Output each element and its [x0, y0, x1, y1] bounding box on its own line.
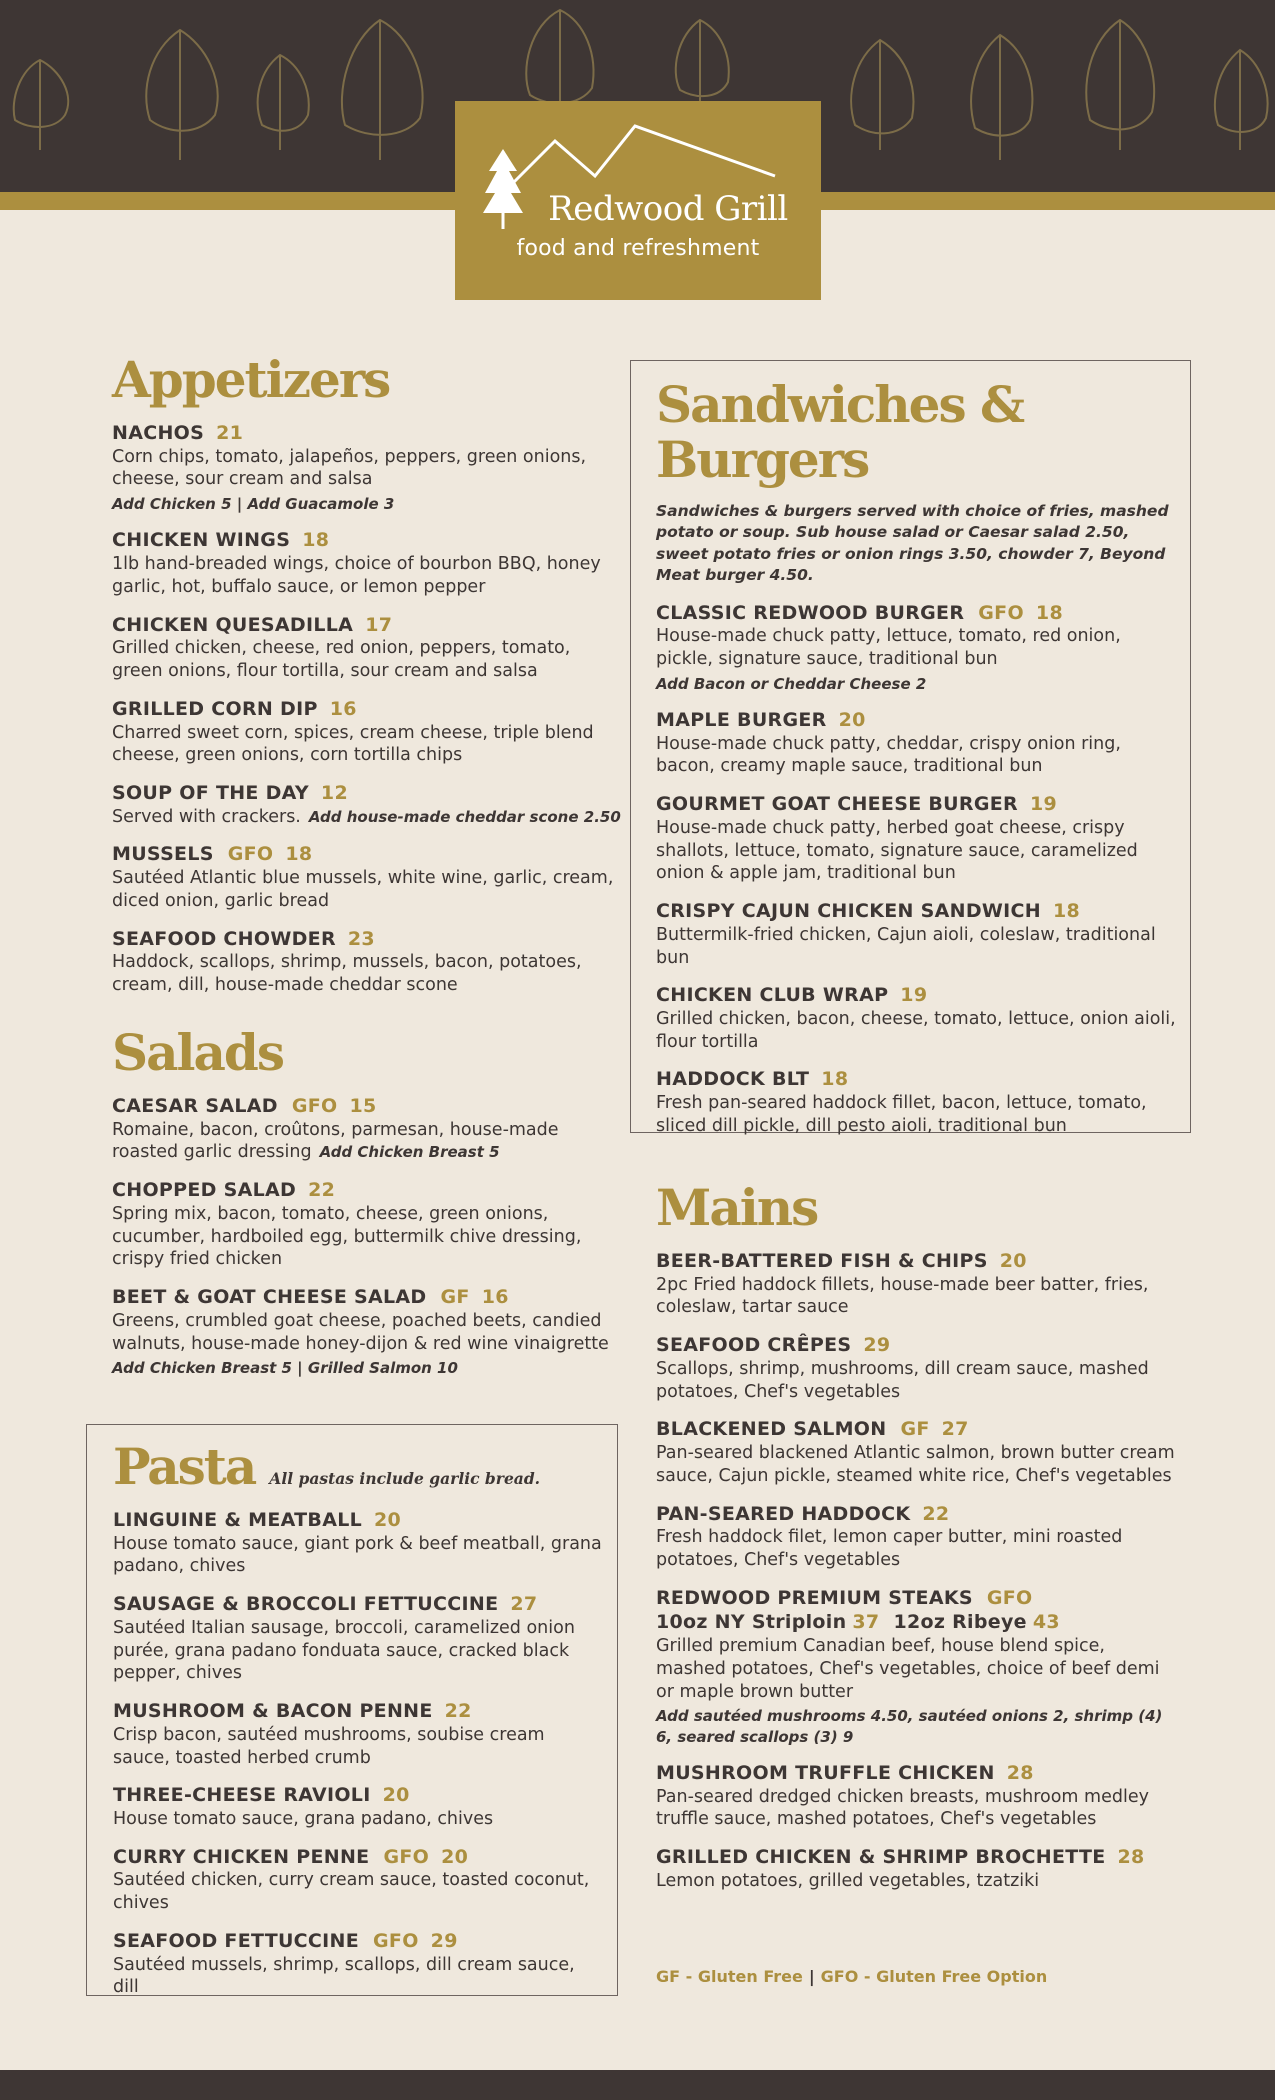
menu-item-desc-text: Buttermilk-fried chicken, Cajun aioli, coleslaw, traditional bun: [656, 924, 1156, 968]
menu-item-name: HADDOCK BLT: [656, 1068, 810, 1091]
menu-item-title: [112, 528, 622, 553]
menu-item-desc-text: Haddock, scallops, shrimp, mussels, bacon, potatoes, cream, dill, house-made cheddar scone: [112, 952, 582, 996]
brand-tagline: food and refreshment: [516, 236, 760, 261]
mains-title: Mains: [656, 1178, 818, 1237]
pasta-box: [86, 1424, 618, 1996]
menu-item-desc: [656, 1786, 1176, 1832]
menu-item-desc-text: 1lb hand-breaded wings, choice of bourbon BBQ, honey garlic, hot, buffalo sauce, or lemon pepper: [112, 554, 601, 597]
steak-cut: 10oz NY Striploin: [656, 1611, 847, 1634]
menu-item: [113, 1929, 603, 1999]
menu-item-desc-text: Served with crackers.: [112, 806, 301, 827]
legend-gfo: GFO - Gluten Free Option: [820, 1967, 1048, 1986]
mains-section: [656, 1180, 1176, 1893]
menu-item: [112, 613, 622, 683]
menu-item-title: [656, 899, 1176, 924]
menu-item-price: 27: [510, 1593, 538, 1616]
menu-item-name: CHOPPED SALAD: [112, 1179, 297, 1202]
menu-item: [656, 1502, 1176, 1572]
menu-item-price: 20: [382, 1784, 410, 1807]
menu-item-title: [112, 1094, 622, 1119]
menu-item-desc: [656, 924, 1176, 970]
menu-item-name: LINGUINE & MEATBALL: [113, 1509, 363, 1531]
menu-item-desc-text: Sautéed chicken, curry cream sauce, toasted coconut, chives: [113, 1870, 590, 1914]
menu-item: [656, 1761, 1176, 1831]
menu-item-price: 15: [349, 1095, 377, 1117]
sandwiches-intro: Sandwiches & burgers served with choice of fries, mashed potato or soup. Sub house salad or Caesar salad 2.50, sweet potato fries or onion rings 3.50, chowder 7, Beyond Meat burger 4.50.: [656, 502, 1169, 585]
menu-item: [656, 708, 1176, 778]
footer-bar: [0, 2070, 1275, 2100]
menu-item-desc: [112, 446, 622, 492]
menu-item-name: REDWOOD PREMIUM STEAKS: [656, 1586, 973, 1609]
menu-item-title: [112, 697, 622, 722]
menu-item-desc-text: Romaine, bacon, croûtons, parmesan, house-made roasted garlic dressing: [112, 1119, 559, 1163]
legend-separator: |: [808, 1967, 815, 1986]
menu-item-price: 20: [999, 1250, 1027, 1272]
menu-item-name: MAPLE BURGER: [656, 708, 827, 731]
menu-item-desc-text: Lemon potatoes, grilled vegetables, tzatziki: [656, 1870, 1040, 1891]
menu-item: [112, 781, 622, 828]
menu-item-desc: [656, 625, 1176, 671]
left-column: [112, 352, 622, 997]
menu-item-desc: [112, 637, 622, 683]
menu-item-price: 12: [320, 782, 348, 804]
salads-list: [112, 1094, 622, 1379]
menu-item: [656, 792, 1176, 885]
menu-item-name: CRISPY CAJUN CHICKEN SANDWICH: [656, 900, 1041, 923]
menu-item-name: MUSSELS: [112, 843, 214, 866]
menu-item: [112, 421, 622, 514]
menu-item-desc-text: Pan-seared blackened Atlantic salmon, brown butter cream sauce, Cajun pickle, steamed white rice, Chef's vegetables: [656, 1443, 1175, 1486]
menu-item-name: THREE-CHEESE RAVIOLI: [113, 1784, 371, 1807]
menu-item-desc: [112, 553, 622, 599]
menu-item-desc: [656, 1092, 1176, 1138]
menu-item-title: [656, 1417, 1176, 1442]
appetizers-list: [112, 421, 622, 997]
menu-item-name: CHICKEN WINGS: [112, 529, 291, 552]
menu-item-desc: [656, 817, 1176, 885]
menu-item-name: CHICKEN CLUB WRAP: [656, 984, 889, 1007]
menu-item-name: CURRY CHICKEN PENNE: [113, 1845, 370, 1868]
menu-item-price: 27: [941, 1418, 969, 1441]
menu-item-price: 28: [1117, 1846, 1145, 1869]
menu-item-desc-text: Corn chips, tomato, jalapeños, peppers, green onions, cheese, sour cream and salsa: [112, 446, 587, 490]
menu-item-desc-text: Pan-seared dredged chicken breasts, mushroom medley truffle sauce, mashed potatoes, Chef's vegetables: [656, 1786, 1149, 1830]
menu-item: [112, 1094, 622, 1164]
menu-item-title: [112, 421, 622, 446]
menu-item-desc-text: Grilled chicken, bacon, cheese, tomato, lettuce, onion aioli, flour tortilla: [656, 1008, 1176, 1052]
menu-item-price: 20: [838, 708, 866, 731]
menu-item-price: 19: [1029, 793, 1057, 816]
menu-item-title: [656, 1761, 1176, 1786]
sandwiches-list: [656, 601, 1176, 1138]
menu-item-addon: Add Bacon or Cheddar Cheese 2: [656, 674, 927, 693]
menu-item-name: BEER-BATTERED FISH & CHIPS: [656, 1250, 988, 1272]
menu-item-desc-text: 2pc Fried haddock fillets, house-made beer batter, fries, coleslaw, tartar sauce: [656, 1274, 1149, 1318]
menu-item: [656, 1417, 1176, 1487]
menu-item-desc-text: House-made chuck patty, lettuce, tomato, red onion, pickle, signature sauce, traditional bun: [656, 626, 1121, 669]
menu-item-name: GOURMET GOAT CHEESE BURGER: [656, 793, 1018, 816]
menu-item-price: 20: [374, 1509, 402, 1531]
menu-item-title: [656, 1845, 1176, 1870]
steak-cut: 12oz Ribeye: [893, 1611, 1027, 1634]
menu-item-addon: Add house-made cheddar scone 2.50: [308, 807, 621, 826]
menu-item-desc: [112, 806, 622, 829]
menu-item-desc-text: House tomato sauce, grana padano, chives: [113, 1809, 494, 1829]
menu-item-desc: [656, 1358, 1176, 1404]
menu-item: [112, 528, 622, 598]
menu-item-desc: [112, 1310, 622, 1356]
menu-item-desc: [113, 1533, 603, 1579]
menu-item-addon: Add Chicken Breast 5: [319, 1143, 500, 1162]
menu-item-name: BEET & GOAT CHEESE SALAD: [112, 1286, 427, 1309]
sandwiches-title: Sandwiches & Burgers: [656, 375, 1024, 489]
menu-item-desc: [113, 1954, 603, 2000]
menu-item-title: [656, 1502, 1176, 1527]
brand-logo: [455, 101, 821, 300]
dietary-tag: GF: [900, 1418, 930, 1441]
menu-item-desc: [113, 1808, 603, 1831]
menu-item-name: SEAFOOD FETTUCCINE: [113, 1929, 360, 1952]
menu-item-price: 18: [821, 1068, 849, 1091]
menu-item-price: 29: [430, 1929, 458, 1952]
sandwiches-box: [630, 360, 1191, 1136]
menu-item-title: [656, 983, 1176, 1008]
menu-item-name: CHICKEN QUESADILLA: [112, 613, 354, 636]
menu-item-name: CLASSIC REDWOOD BURGER: [656, 601, 965, 624]
pasta-title: [113, 1439, 603, 1494]
menu-item: [656, 1845, 1176, 1892]
menu-item: [113, 1783, 603, 1830]
menu-item-desc-text: Scallops, shrimp, mushrooms, dill cream sauce, mashed potatoes, Chef's vegetables: [656, 1358, 1149, 1402]
menu-item-title: [112, 1285, 622, 1310]
legend-gf: GF - Gluten Free: [656, 1967, 803, 1986]
menu-item-price: 16: [329, 697, 357, 720]
menu-item-addon: Add Chicken Breast 5 | Grilled Salmon 10: [112, 1359, 458, 1378]
menu-item-price: 18: [1053, 900, 1081, 923]
menu-item-desc-text: Sautéed Atlantic blue mussels, white wine, garlic, cream, diced onion, garlic bread: [112, 868, 614, 911]
menu-item-desc-text: Spring mix, bacon, tomato, cheese, green onions, cucumber, hardboiled egg, buttermilk chive dressing, crispy fried chicken: [112, 1203, 582, 1270]
menu-item-price: 22: [922, 1502, 950, 1525]
menu-item-desc-text: House-made chuck patty, cheddar, crispy onion ring, bacon, creamy maple sauce, traditional bun: [656, 733, 1121, 777]
menu-item-desc: [113, 1617, 603, 1685]
menu-item-desc-text: House tomato sauce, giant pork & beef meatball, grana padano, chives: [113, 1533, 602, 1577]
menu-item-title: [656, 1067, 1176, 1092]
menu-item: [112, 697, 622, 767]
dietary-tag: GFO: [383, 1845, 430, 1868]
dietary-tag: GF: [440, 1286, 470, 1309]
menu-item-title: [113, 1592, 603, 1617]
menu-item-price: 20: [441, 1845, 469, 1868]
menu-item-desc: [656, 1442, 1176, 1488]
menu-item-desc-text: Sautéed mussels, shrimp, scallops, dill cream sauce, dill: [113, 1954, 575, 1998]
pasta-list: [113, 1508, 603, 1999]
menu-item-desc-text: Fresh haddock filet, lemon caper butter, mini roasted potatoes, Chef's vegetables: [656, 1527, 1123, 1570]
menu-item-desc-text: Grilled premium Canadian beef, house blend spice, mashed potatoes, Chef's vegetables, choice of beef demi or maple brown butter: [656, 1636, 1160, 1702]
menu-item: [113, 1508, 603, 1578]
pasta-title-text: Pasta: [113, 1437, 256, 1496]
appetizers-title: Appetizers: [112, 350, 390, 409]
menu-item-title: [656, 1249, 1176, 1274]
mains-list: [656, 1249, 1176, 1893]
menu-item-price: 29: [863, 1334, 891, 1357]
menu-item-name: BLACKENED SALMON: [656, 1418, 887, 1441]
menu-item-price: 18: [285, 843, 313, 866]
menu-item-title: [656, 1333, 1176, 1358]
menu-item-price: 17: [365, 613, 393, 636]
menu-item-name: GRILLED CHICKEN & SHRIMP BROCHETTE: [656, 1846, 1106, 1869]
menu-item-name: SEAFOOD CHOWDER: [112, 927, 336, 950]
menu-item-desc: [656, 1008, 1176, 1054]
menu-item-addon: Add sautéed mushrooms 4.50, sautéed onions 2, shrimp (4) 6, seared scallops (3) 9: [656, 1707, 1163, 1746]
menu-item-desc-text: Sautéed Italian sausage, broccoli, caramelized onion purée, grana padano fonduata sauce, cracked black pepper, chives: [113, 1617, 575, 1684]
menu-item-desc: [113, 1869, 603, 1915]
menu-item-desc: [656, 1635, 1176, 1703]
menu-item-price: 16: [481, 1286, 509, 1309]
menu-item-price: 18: [302, 529, 330, 552]
menu-item: [656, 1586, 1176, 1747]
menu-item-desc: [656, 1526, 1176, 1572]
menu-item-title: [113, 1929, 603, 1954]
menu-item: [112, 1178, 622, 1271]
menu-item-title: [112, 927, 622, 952]
dietary-tag: GFO: [986, 1586, 1033, 1609]
brand-name: Redwood Grill: [548, 189, 788, 229]
menu-item-desc-text: Grilled chicken, cheese, red onion, peppers, tomato, green onions, flour tortilla, sour cream and salsa: [112, 638, 571, 682]
menu-item-title: [656, 1586, 1176, 1611]
menu-item-title: [113, 1508, 603, 1533]
menu-item-desc-text: Fresh pan-seared haddock fillet, bacon, lettuce, tomato, sliced dill pickle, dill pesto aioli, traditional bun: [656, 1093, 1147, 1136]
menu-item-name: SOUP OF THE DAY: [112, 782, 309, 804]
menu-item-desc: [112, 867, 622, 913]
menu-item-desc-text: House-made chuck patty, herbed goat cheese, crispy shallots, lettuce, tomato, signature sauce, caramelized onion & apple jam, traditional bun: [656, 817, 1138, 884]
menu-item-price: 28: [1006, 1761, 1034, 1784]
dietary-tag: GFO: [373, 1929, 419, 1952]
menu-item-addon: Add Chicken 5 | Add Guacamole 3: [112, 495, 395, 514]
menu-item-title: [112, 1178, 622, 1203]
menu-item: [113, 1845, 603, 1915]
menu-item-desc: [112, 722, 622, 768]
pasta-note: All pastas include garlic bread.: [269, 1469, 541, 1488]
menu-item: [656, 601, 1176, 694]
menu-item-price: 21: [216, 422, 244, 444]
menu-item-desc-text: Greens, crumbled goat cheese, poached beets, candied walnuts, house-made honey-dijon & red wine vinaigrette: [112, 1310, 609, 1354]
menu-item-name: MUSHROOM & BACON PENNE: [113, 1700, 433, 1723]
menu-item: [656, 899, 1176, 969]
menu-item-title: [112, 613, 622, 638]
menu-item-desc: [656, 1870, 1176, 1893]
menu-item-title: [656, 792, 1176, 817]
menu-item: [112, 842, 622, 912]
menu-item: [656, 1249, 1176, 1319]
menu-item-name: PAN-SEARED HADDOCK: [656, 1502, 911, 1525]
menu-item-desc: [656, 1274, 1176, 1320]
menu-item-title: [112, 781, 622, 806]
menu-item-price: 19: [900, 984, 928, 1007]
menu-item: [112, 927, 622, 997]
menu-item-desc: [113, 1724, 603, 1770]
menu-item-name: MUSHROOM TRUFFLE CHICKEN: [656, 1761, 995, 1784]
menu-item-desc: [656, 733, 1176, 779]
menu-item-desc-text: Crisp bacon, sautéed mushrooms, soubise cream sauce, toasted herbed crumb: [113, 1724, 545, 1768]
salads-section: [112, 1025, 622, 1379]
menu-item-title: [113, 1699, 603, 1724]
steak-price: 37: [852, 1611, 880, 1634]
menu-item: [656, 983, 1176, 1053]
menu-item-title: [113, 1783, 603, 1808]
menu-item-name: CAESAR SALAD: [112, 1095, 278, 1117]
menu-item-desc: [112, 1119, 622, 1165]
dietary-legend: [656, 1967, 1047, 1986]
menu-item-name: SEAFOOD CRÊPES: [656, 1334, 852, 1357]
menu-item-title: [113, 1845, 603, 1870]
steak-price: 43: [1032, 1611, 1060, 1634]
steak-options: [656, 1610, 1176, 1635]
dietary-tag: GFO: [291, 1095, 338, 1117]
menu-item-price: 22: [308, 1179, 336, 1202]
menu-item: [113, 1592, 603, 1685]
menu-item-title: [656, 708, 1176, 733]
menu-item: [113, 1699, 603, 1769]
dietary-tag: GFO: [227, 843, 274, 866]
menu-item-title: [112, 842, 622, 867]
menu-item-title: [656, 601, 1176, 626]
menu-item: [656, 1333, 1176, 1403]
menu-item-name: GRILLED CORN DIP: [112, 697, 318, 720]
menu-item-desc: [112, 951, 622, 997]
salads-title: Salads: [112, 1023, 284, 1082]
dietary-tag: GFO: [978, 601, 1024, 624]
menu-item-name: SAUSAGE & BROCCOLI FETTUCCINE: [113, 1593, 499, 1616]
menu-item-price: 23: [347, 927, 375, 950]
menu-item: [112, 1285, 622, 1378]
menu-item-price: 22: [444, 1700, 472, 1723]
menu-item-desc: [112, 1203, 622, 1271]
menu-item: [656, 1067, 1176, 1137]
menu-item-price: 18: [1035, 601, 1063, 624]
menu-item-desc-text: Charred sweet corn, spices, cream cheese, triple blend cheese, green onions, corn tortilla chips: [112, 722, 594, 766]
menu-item-name: NACHOS: [112, 422, 205, 444]
